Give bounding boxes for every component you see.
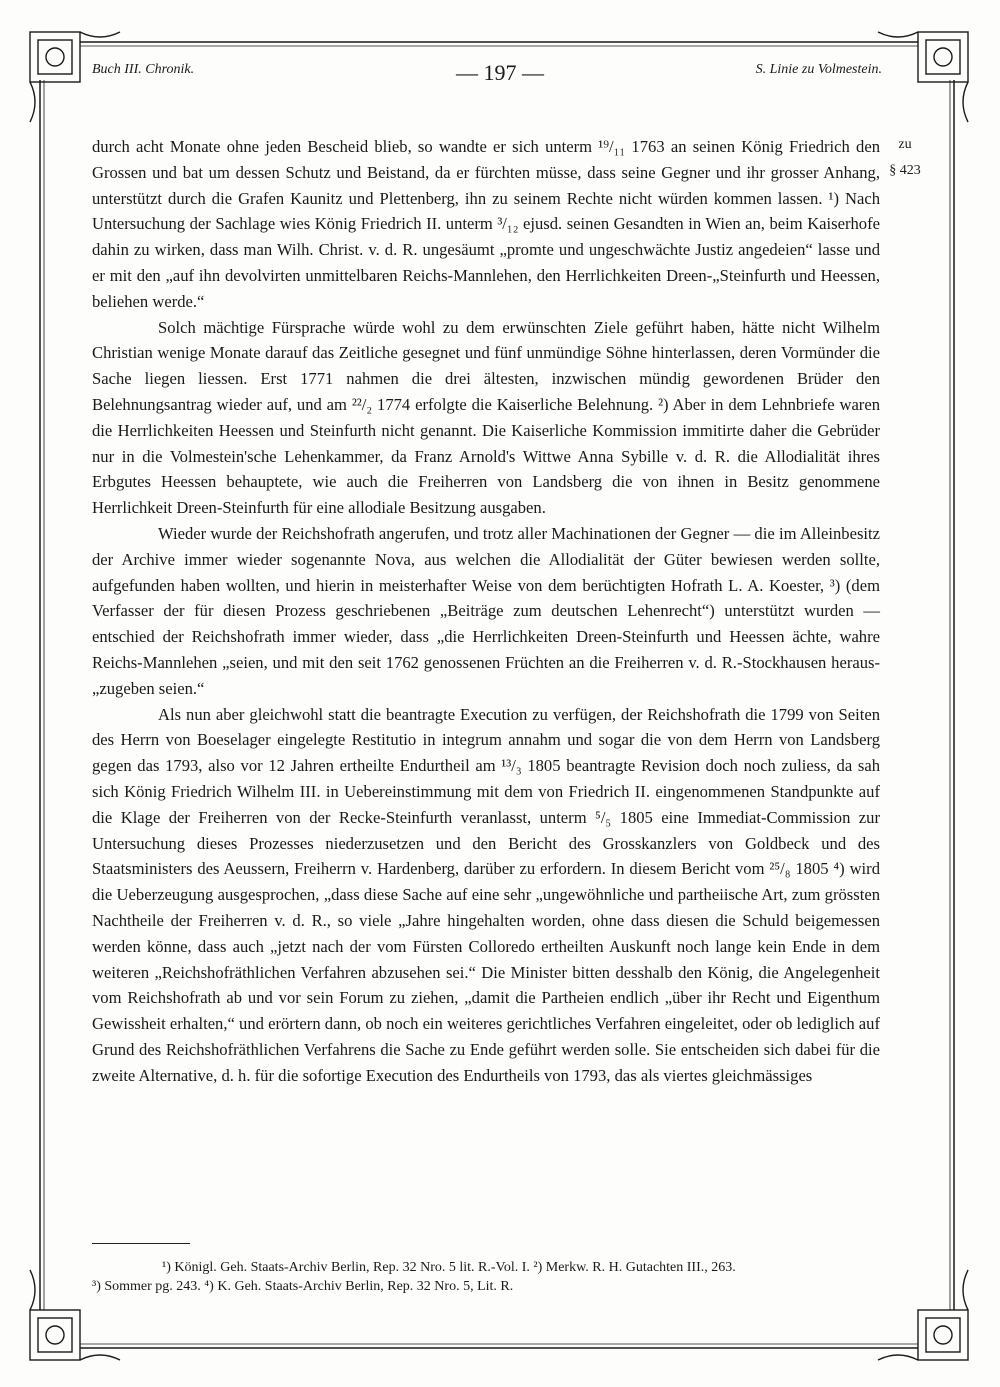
footnote-rule — [92, 1243, 190, 1244]
page-number: — 197 — — [456, 60, 544, 85]
main-text — [92, 134, 880, 1088]
paragraph: Als nun aber gleichwohl statt die beantragte Execution zu verfügen, der Reichshofrath die 1799 von Seiten des Herrn von Boeselager eingelegte Restitutio in integrum annahm und sogar die von dem Herrn von Landsberg gegen das 1793, also vor 12 Jahren ertheilte Endurtheil am ¹³/₃ 1805 beantragte Revision doch noch zuliess, da sah sich König Friedrich Wilhelm III. in Uebereinstimmung mit dem von Friedrich II. eingenommenen Standpunkte auf die Klage der Freiherren von der Recke-Steinfurth veranlasst, unterm ⁵/₅ 1805 eine Immediat-Commission zur Untersuchung dieses Prozesses niederzusetzen und den Bericht des Grosskanzlers von Goldbeck und des Staatsministers des Aeussern, Freiherrn v. Hardenberg, darüber zu erfordern. In diesem Bericht vom ²⁵/₈ 1805 ⁴) wird die Ueberzeugung ausgesprochen, „dass diese Sache auf eine sehr „ungewöhnliche und partheiische Art, zum grössten Nachtheile der Freiherren v. d. R., so viele „Jahre hingehalten worden, ohne dass diesen die Schuld beigemessen werden könne, dass auch „jetzt nach der vom Fürsten Colloredo ertheilten Auskunft noch lange kein Ende in dem weiteren „Reichshofräthlichen Verfahren abzusehen sei.“ Die Minister bitten desshalb den König, die Angelegenheit vom Reichshofrath ab und vor sein Forum zu ziehen, „damit die Partheien endlich „über ihr Recht und Eigenthum Gewissheit erhalten,“ und erörtern dann, ob noch ein weiteres gerichtliches Verfahren eingeleitet, oder ob lediglich auf Grund des Reichshofräthlichen Verfahrens die Sache zu Ende geführt werden solle. Sie entscheiden sich dabei für die zweite Alternative, d. h. für die sofortige Execution des Endurtheils von 1793, das als viertes gleichmässiges — [92, 704, 880, 1085]
footnotes — [92, 1258, 880, 1296]
running-head-right: S. Linie zu Volmestein. — [755, 62, 882, 77]
margin-note — [880, 132, 930, 184]
paragraph: durch acht Monate ohne jeden Bescheid blieb, so wandte er sich unterm ¹⁹/₁₁ 1763 an seinen König Friedrich den Grossen und bat um dessen Schutz und Beistand, da er fürchten müsse, dass seine Gegner und ihr grosser Anhang, unterstützt durch die Grafen Kaunitz und Plettenberg, ihn zu seinem Rechte nicht würden kommen lassen. ¹) Nach Untersuchung der Sachlage wies König Friedrich II. unterm ³/₁₂ ejusd. seinen Gesandten in Wien an, beim Kaiserhofe dahin zu wirken, dass man Wilh. Christ. v. d. R. ungesäumt „promte und ungeschwächte Justiz angedeien“ lasse und er mit den „auf ihn devolvirten unmittelbaren Reichs-Mannlehen, den Herrlichkeiten Dreen-„Steinfurth und Heessen, beliehen werde.“ — [92, 137, 880, 311]
paragraph: Solch mächtige Fürsprache würde wohl zu dem erwünschten Ziele geführt haben, hätte nicht Wilhelm Christian wenige Monate darauf das Zeitliche gesegnet und fünf unmündige Söhne hinterlassen, deren Vormünder die Sache liegen liessen. Erst 1771 nahmen die drei ältesten, inzwischen mündig gewordenen Brüder den Belehnungsantrag wieder auf, und am ²²/₂ 1774 erfolgte die Kaiserliche Belehnung. ²) Aber in dem Lehnbriefe waren die Herrlichkeiten Heessen und Steinfurth nicht genannt. Die Kaiserliche Kommission immitirte daher die Gebrüder nur in die Volmestein'sche Lehenkammer, da Franz Arnold's Wittwe Anna Sybille v. d. R. die Allodialität ihres Erbgutes Heessen behauptete, wie auch die Freiherren von Landsberg die von ihnen in Besitz genommene Herrlichkeit Dreen-Steinfurth für eine allodiale Besitzung ausgaben. — [92, 317, 880, 518]
running-head-left: Buch III. Chronik. — [92, 62, 195, 77]
margin-note-section: § 423 — [889, 163, 921, 178]
paragraph: Wieder wurde der Reichshofrath angerufen, und trotz aller Machinationen der Gegner — die im Alleinbesitz der Archive immer wieder sogenannte Nova, aus welchen die Allodialität der Güter bewiesen werden sollte, aufgefunden haben wollten, und hierin in meisterhafter Weise von dem berüchtigten Hofrath L. A. Koester, ³) (dem Verfasser der für diesen Prozess geschriebenen „Beiträge zum deutschen Lehenrecht“) unterstützt wurden — entschied der Reichshofrath immer wieder, dass „die Herrlichkeiten Dreen-Steinfurth und Heessen ächte, wahre Reichs-Mannlehen „seien, und mit den seit 1762 genossenen Früchten an die Freiherren v. d. R.-Stockhausen heraus-„zugeben seien.“ — [92, 523, 880, 698]
footnote: ¹) Königl. Geh. Staats-Archiv Berlin, Rep. 32 Nro. 5 lit. R.-Vol. I. ²) Merkw. R. H. Gutachten III., 263. — [162, 1260, 736, 1275]
footnote: ³) Sommer pg. 243. ⁴) K. Geh. Staats-Archiv Berlin, Rep. 32 Nro. 5, Lit. R. — [92, 1279, 514, 1294]
margin-note-line: zu — [898, 137, 912, 152]
